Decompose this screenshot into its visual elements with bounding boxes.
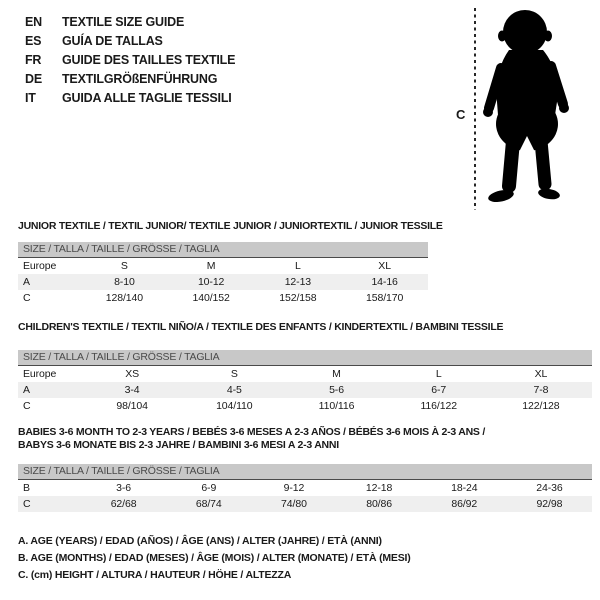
note-age-months: B. AGE (MONTHS) / EDAD (MESES) / ÂGE (MOIS) / ALTER (MONATE) / ETÀ (MESI) [18,552,411,564]
table-row-height [18,290,428,306]
legend-notes [18,533,600,584]
language-code: DE [25,72,42,86]
table-cell: 4-5 [226,384,242,396]
table-cell: 3-6 [116,482,132,494]
height-dotted-line [474,8,476,210]
table-row-europe [18,258,428,274]
table-cell: 3-4 [124,384,140,396]
table-row-height [18,496,592,512]
size-header-bar: SIZE / TALLA / TAILLE / GRÖSSE / TAGLIA [18,464,592,480]
table-cell: 12-18 [365,482,393,494]
size-header-bar: SIZE / TALLA / TAILLE / GRÖSSE / TAGLIA [18,350,592,366]
table-cell: 110/116 [318,400,355,412]
babies-table-title-line1: BABIES 3-6 MONTH TO 2-3 YEARS / BEBÉS 3-6 MESES A 2-3 AÑOS / BÉBÉS 3-6 MOIS À 2-3 ANS / [18,426,486,438]
table-cell: S [230,368,238,380]
table-cell: XL [534,368,548,380]
language-code: EN [25,15,42,29]
table-cell: XS [125,368,139,380]
table-cell: 152/158 [279,292,317,304]
babies-size-table [18,464,592,512]
language-label: GUÍA DE TALLAS [62,34,163,48]
table-cell: 80/86 [366,498,392,510]
table-row-age [18,382,592,398]
height-measure-label: C [456,107,466,122]
language-item [25,32,235,51]
table-cell: 12-13 [284,276,312,288]
table-cell: M [206,260,216,272]
row-label: C [23,400,31,412]
height-figure [450,4,598,210]
table-cell: 10-12 [197,276,225,288]
table-cell: L [435,368,442,380]
junior-table-title: JUNIOR TEXTILE / TEXTIL JUNIOR/ TEXTILE JUNIOR / JUNIORTEXTIL / JUNIOR TESSILE [18,220,443,232]
babies-table-title-line2: BABYS 3-6 MONATE BIS 2-3 JAHRE / BAMBINI 3-6 MESI A 2-3 ANNI [18,439,339,451]
header-section [0,0,600,210]
language-item [25,70,235,89]
language-list [25,13,235,108]
note-age-years: A. AGE (YEARS) / EDAD (AÑOS) / ÂGE (ANS) / ALTER (JAHRE) / ETÀ (ANNI) [18,535,382,547]
baby-silhouette-icon [483,6,575,208]
table-cell: 62/68 [110,498,137,510]
language-code: FR [25,53,42,67]
table-cell: 122/128 [522,400,560,412]
table-cell: 14-16 [371,276,398,288]
note-height-cm: C. (cm) HEIGHT / ALTURA / HAUTEUR / HÖHE / ALTEZZA [18,569,292,581]
language-code: IT [25,91,36,105]
table-cell: 140/152 [192,292,230,304]
table-row-europe [18,366,592,382]
table-cell: 18-24 [451,482,478,494]
table-cell: 86/92 [451,498,478,510]
table-cell: 24-36 [536,482,563,494]
table-cell: 98/104 [116,400,148,412]
table-cell: 104/110 [216,400,253,412]
language-item [25,51,235,70]
table-cell: 68/74 [195,498,222,510]
table-cell: 9-12 [283,482,305,494]
table-row-height [18,398,592,414]
table-row-months [18,480,592,496]
size-header-bar: SIZE / TALLA / TAILLE / GRÖSSE / TAGLIA [18,242,428,258]
language-code: ES [25,34,42,48]
table-cell: 6-9 [201,482,217,494]
table-cell: 74/80 [281,498,307,510]
table-cell: S [120,260,128,272]
row-label: C [23,292,31,304]
row-label: B [23,482,30,494]
table-cell: M [332,368,341,380]
table-cell: 7-8 [533,384,549,396]
table-cell: 128/140 [105,292,143,304]
row-label: C [23,498,31,510]
row-label: A [23,384,30,396]
table-cell: 6-7 [431,384,447,396]
table-cell: 92/98 [536,498,563,510]
children-table-title: CHILDREN'S TEXTILE / TEXTIL NIÑO/A / TEXTILE DES ENFANTS / KINDERTEXTIL / BAMBINI TESSILE [18,321,504,333]
language-label: GUIDE DES TAILLES TEXTILE [62,53,236,67]
table-cell: 116/122 [420,400,457,412]
junior-size-table [18,242,428,306]
language-label: TEXTILGRÖßENFÜHRUNG [62,72,218,86]
language-item [25,89,235,108]
language-label: TEXTILE SIZE GUIDE [62,15,185,29]
language-label: GUIDA ALLE TAGLIE TESSILI [62,91,232,105]
children-size-table [18,350,592,414]
language-item [25,13,235,32]
row-label: Europe [23,368,57,380]
table-cell: XL [378,260,391,272]
table-cell: 5-6 [329,384,344,396]
table-cell: L [295,260,301,272]
table-cell: 158/170 [365,292,404,304]
table-cell: 8-10 [114,276,135,288]
table-row-age [18,274,428,290]
tables-section [18,220,592,512]
row-label: Europe [23,260,57,272]
row-label: A [23,276,30,288]
